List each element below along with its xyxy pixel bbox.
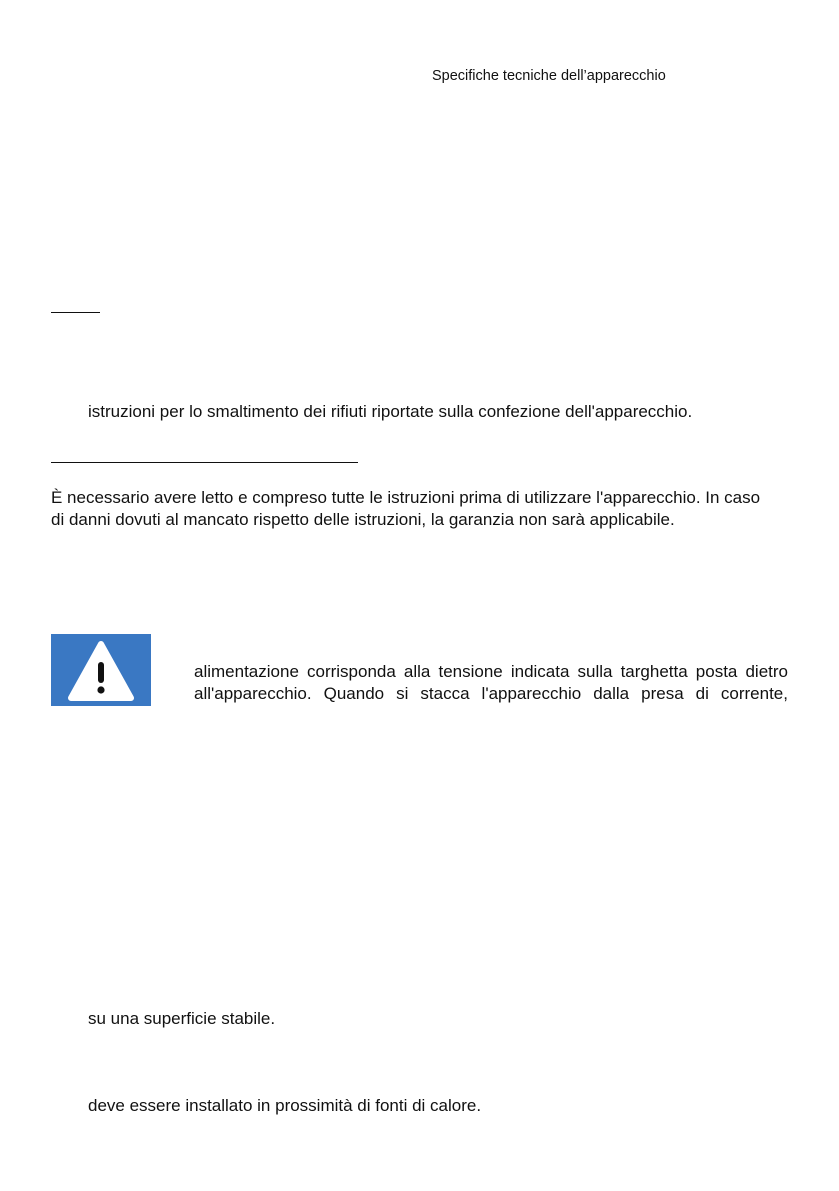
short-divider: [51, 312, 100, 313]
warning-icon: [51, 634, 151, 706]
page-header-title: Specifiche tecniche dell’apparecchio: [432, 68, 666, 84]
stable-surface-text: su una superficie stabile.: [88, 1009, 276, 1028]
heat-sources-text: deve essere installato in prossimità di fonti di calore.: [88, 1096, 482, 1115]
section-divider: [51, 462, 358, 463]
intro-line-1: È necessario avere letto e compreso tutte le istruzioni prima di utilizzare l'apparecchio. In caso: [51, 488, 761, 507]
disposal-instructions-text: istruzioni per lo smaltimento dei rifiuti riportate sulla confezione dell'apparecchio.: [88, 402, 693, 421]
warning-line-2: all'apparecchio. Quando si stacca l'apparecchio dalla presa di corrente,: [194, 684, 788, 703]
intro-paragraph: [51, 487, 788, 531]
intro-line-2: di danni dovuti al mancato rispetto delle istruzioni, la garanzia non sarà applicabile.: [51, 510, 675, 529]
warning-line-1: alimentazione corrisponda alla tensione indicata sulla targhetta posta dietro: [194, 662, 788, 681]
warning-paragraph: [194, 661, 788, 705]
